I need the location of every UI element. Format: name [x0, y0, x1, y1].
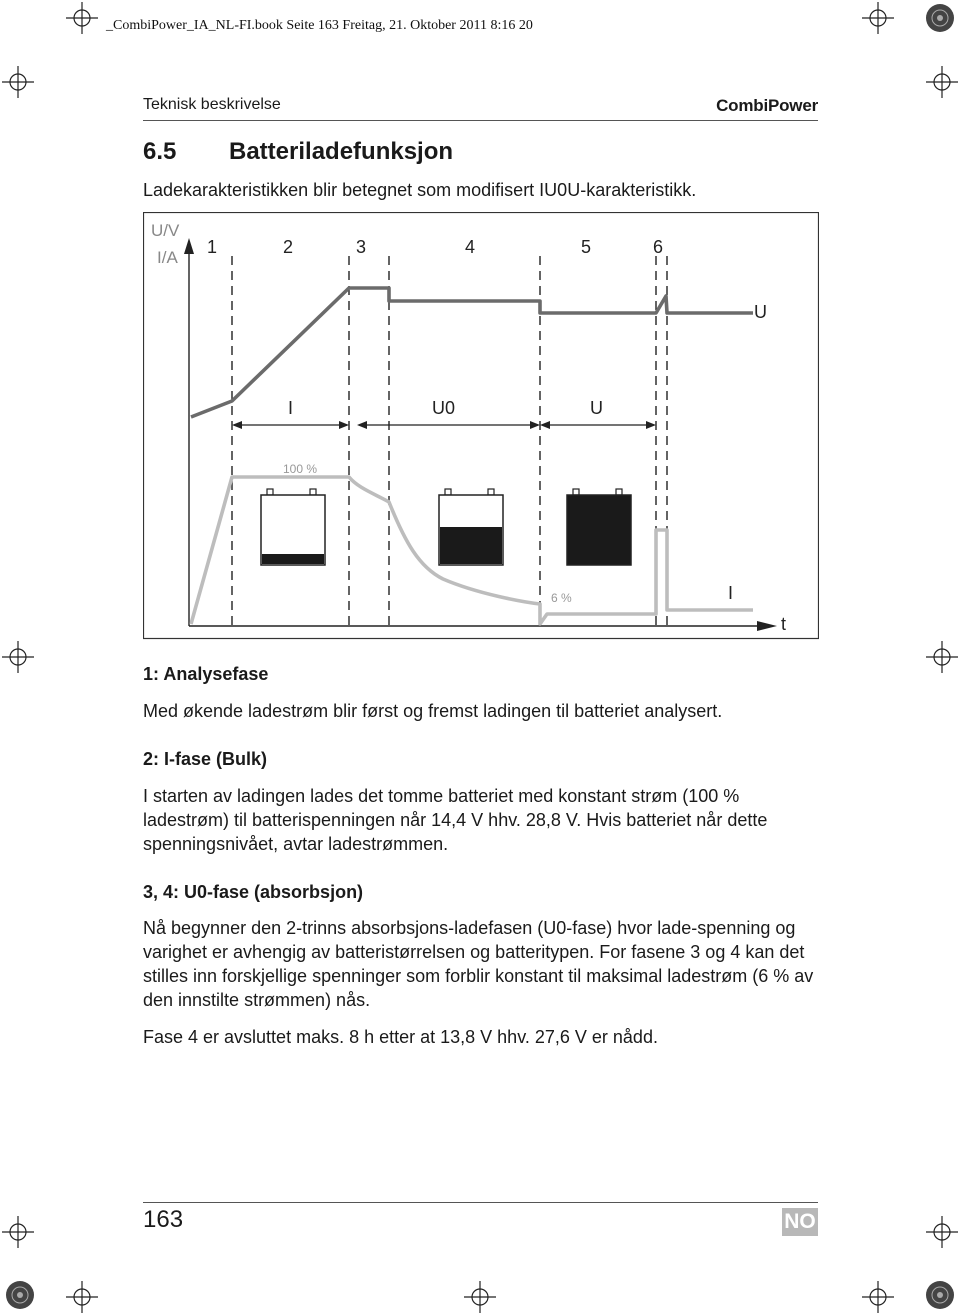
battery-charge-level — [568, 496, 630, 564]
stage-label-float: U — [590, 398, 603, 418]
phase1-body: Med økende ladestrøm blir først og fremst ladingen til batteriet analysert. — [143, 701, 723, 721]
time-axis-label: t — [781, 614, 787, 634]
section-title: Batteriladefunksjon — [229, 138, 454, 165]
crosshair-icon — [66, 2, 98, 34]
crosshair-icon — [926, 66, 958, 98]
crosshair-icon — [926, 641, 958, 673]
battery-charge-level — [440, 527, 502, 564]
color-target-icon — [6, 1281, 34, 1309]
crosshair-icon — [66, 1281, 98, 1313]
print-info-line: _CombiPower_IA_NL-FI.book Seite 163 Freitag, 21. Oktober 2011 8:16 20 — [106, 18, 533, 33]
battery-charge-level — [262, 554, 324, 564]
voltage-curve-label: U — [754, 302, 767, 322]
phase1-heading: 1: Analysefase — [143, 664, 269, 684]
percent-6-label: 6 % — [551, 591, 572, 605]
crosshair-icon — [2, 66, 34, 98]
phase2-heading: 2: I-fase (Bulk) — [143, 749, 268, 769]
phase4-note: Fase 4 er avsluttet maks. 8 h etter at 13,8 V hhv. 27,6 V er nådd. — [143, 1027, 658, 1047]
axis-label-current: I/A — [157, 248, 178, 267]
brand-logo: CombiPower — [716, 96, 818, 115]
crosshair-icon — [862, 2, 894, 34]
footer-divider — [143, 1202, 818, 1203]
phase-label-6: 6 — [653, 237, 664, 257]
phase-label-5: 5 — [581, 237, 592, 257]
phase34-body: Nå begynner den 2-trinns absorbsjons-ladefasen (U0-fase) hvor lade-spenning og varighet er avhengig av batteristørrelsen og batteritypen. For fasene 3 og 4 kan det stilles inn forskjellige spenninger som forblir konstant til maksimal ladestrøm (6 % av den innstilte strømmen) nås. — [143, 918, 814, 1010]
battery-icon — [567, 489, 631, 565]
battery-icon — [261, 489, 325, 565]
stage-label-bulk: I — [288, 398, 294, 418]
phase34-heading: 3, 4: U0-fase (absorbsjon) — [143, 882, 364, 902]
color-target-icon — [926, 4, 954, 32]
intro-paragraph: Ladekarakteristikken blir betegnet som modifisert IU0U-karakteristikk. — [143, 180, 697, 200]
crosshair-icon — [862, 1281, 894, 1313]
crosshair-icon — [926, 1216, 958, 1248]
section-number: 6.5 — [143, 138, 177, 165]
phase-label-2: 2 — [283, 237, 294, 257]
battery-icon — [439, 489, 503, 565]
axis-label-voltage: U/V — [151, 221, 180, 240]
header-section-label: Teknisk beskrivelse — [143, 96, 281, 113]
current-curve-label: I — [728, 583, 734, 603]
stage-label-absorption: U0 — [432, 398, 456, 418]
phase-label-3: 3 — [356, 237, 367, 257]
crosshair-icon — [2, 641, 34, 673]
percent-100-label: 100 % — [283, 462, 318, 476]
crosshair-icon — [464, 1281, 496, 1313]
charging-characteristic-diagram — [143, 212, 819, 640]
header-divider — [143, 120, 818, 121]
phase-label-4: 4 — [465, 237, 476, 257]
phase2-body: I starten av ladingen lades det tomme batteriet med konstant strøm (100 % ladestrøm) til batterispenningen når 14,4 V hhv. 28,8 V. Hvis batteriet når dette spenningsnivået, avtar ladestrømmen. — [143, 786, 768, 854]
phase-label-1: 1 — [207, 237, 218, 257]
crosshair-icon — [2, 1216, 34, 1248]
language-badge: NO — [782, 1208, 818, 1236]
color-target-icon — [926, 1281, 954, 1309]
page-number: 163 — [143, 1206, 184, 1233]
